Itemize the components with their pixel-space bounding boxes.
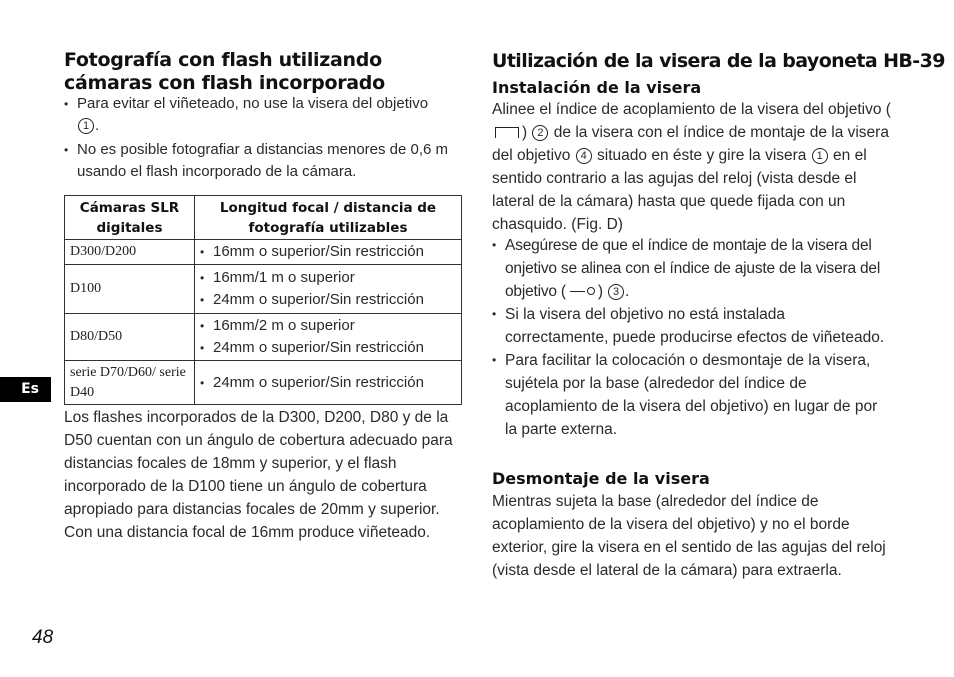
callout-number: 1 <box>78 118 94 134</box>
right-section-title: Utilización de la visera de la bayoneta HB-39 <box>492 50 945 72</box>
install-heading: Instalación de la visera <box>492 78 702 97</box>
bullet-item: • No es posible fotografiar a distancias menores de 0,6 m usando el flash incorporado de la cámara. <box>64 139 464 183</box>
callout-number: 2 <box>532 125 548 141</box>
callout-number: 1 <box>812 148 828 164</box>
spec-item: • 16mm/2 m o superior <box>200 315 456 337</box>
spec-item: • 16mm/1 m o superior <box>200 267 456 289</box>
mounting-index-icon <box>568 285 596 297</box>
right-bullets <box>492 234 892 441</box>
camera-cell: D300/D200 <box>65 240 195 265</box>
camera-cell: D100 <box>65 265 195 314</box>
table-row <box>65 314 462 361</box>
table-row <box>65 265 462 314</box>
coupling-index-icon <box>495 127 519 138</box>
compatibility-table <box>64 195 462 405</box>
spec-item: • 24mm o superior/Sin restricción <box>200 337 456 359</box>
table-row <box>65 361 462 405</box>
spec-item: • 16mm o superior/Sin restricción <box>200 241 456 263</box>
spec-item: • 24mm o superior/Sin restricción <box>200 372 456 394</box>
spec-item: • 24mm o superior/Sin restricción <box>200 289 456 311</box>
left-section-title: Fotografía con flash utilizando cámaras con flash incorporado <box>64 49 385 94</box>
left-paragraph: Los flashes incorporados de la D300, D200, D80 y de la D50 cuentan con un ángulo de cobertura adecuado para distancias focales de 18mm y superior, y el flash incorporado de la D100 tiene un ángulo de cobertura apropiado para distancias focales de 20mm y superior. Con una distancia focal de 16mm produce viñeteado. <box>64 409 453 541</box>
callout-number: 3 <box>608 284 624 300</box>
table-row <box>65 240 462 265</box>
bullet-item: • Asegúrese de que el índice de montaje de la visera del onjetivo se alinea con el índice de ajuste de la visera del objetivo ( ) 3 . <box>492 234 892 303</box>
bullet-item: • Para facilitar la colocación o desmontaje de la visera, sujétela por la base (alrededor del índice de acoplamiento de la visera del objetivo) en lugar de por la parte externa. <box>492 349 892 441</box>
remove-paragraph: Mientras sujeta la base (alrededor del índice de acoplamiento de la visera del objetivo) y no el borde exterior, gire la visera en el sentido de las agujas del reloj (vista desde el lateral de la cámara) para extraerla. <box>492 493 886 579</box>
page-number: 48 <box>32 627 54 648</box>
remove-heading: Desmontaje de la visera <box>492 469 710 488</box>
callout-number: 4 <box>576 148 592 164</box>
bullet-item: • Para evitar el viñeteado, no use la visera del objetivo 1 . <box>64 93 464 137</box>
camera-cell: D80/D50 <box>65 314 195 361</box>
language-tab: Es <box>0 377 51 402</box>
table-header: Cámaras SLR digitales <box>65 196 195 240</box>
bullet-item: • Si la visera del objetivo no está instalada correctamente, puede producirse efectos de viñeteado. <box>492 303 892 349</box>
install-paragraph: Alinee el índice de acoplamiento de la visera del objetivo () 2 de la visera con el índice de montaje de la visera del objetivo 4 situado en éste y gire la visera 1 en el sentido contrario a las agujas del reloj (vista desde el lateral de la cámara) hasta que quede fijada con un chasquido. (Fig. D) <box>492 101 891 233</box>
left-bullets <box>64 93 464 183</box>
table-header: Longitud focal / distancia de fotografía utilizables <box>195 196 462 240</box>
camera-cell: serie D70/D60/ serie D40 <box>65 361 195 405</box>
